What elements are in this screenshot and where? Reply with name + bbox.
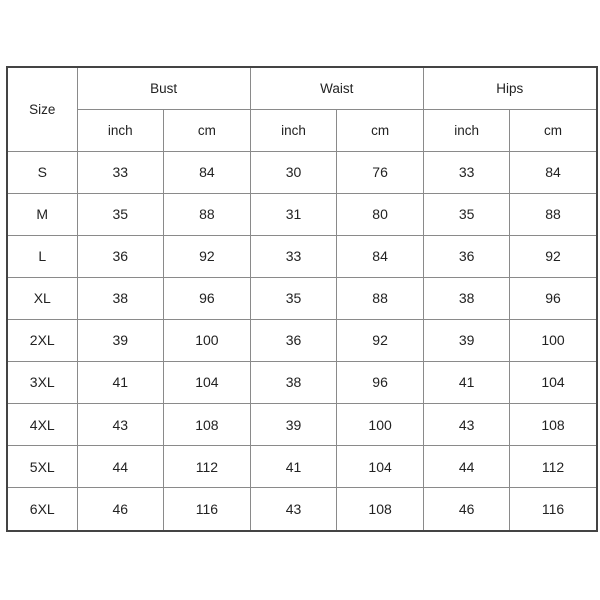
- table-cell: 35: [77, 193, 164, 235]
- table-cell: 96: [164, 277, 251, 319]
- table-cell: 39: [77, 319, 164, 361]
- table-row: [7, 446, 597, 488]
- table-cell: 46: [423, 488, 510, 531]
- table-cell: 104: [164, 361, 251, 403]
- table-cell: 88: [510, 193, 597, 235]
- size-label: 5XL: [7, 446, 77, 488]
- table-cell: 36: [250, 319, 337, 361]
- group-header-waist: Waist: [250, 67, 423, 109]
- table-row: [7, 488, 597, 531]
- table-cell: 43: [423, 403, 510, 445]
- table-cell: 112: [164, 446, 251, 488]
- table-row: [7, 403, 597, 445]
- table-cell: 116: [510, 488, 597, 531]
- table-row: [7, 361, 597, 403]
- table-cell: 84: [337, 235, 424, 277]
- table-cell: 76: [337, 151, 424, 193]
- table-cell: 88: [337, 277, 424, 319]
- table-cell: 36: [423, 235, 510, 277]
- unit-header: inch: [423, 109, 510, 151]
- table-cell: 43: [77, 403, 164, 445]
- size-table: [6, 66, 598, 532]
- unit-header: cm: [510, 109, 597, 151]
- table-cell: 35: [423, 193, 510, 235]
- group-header-hips: Hips: [423, 67, 596, 109]
- size-label: XL: [7, 277, 77, 319]
- size-label: 3XL: [7, 361, 77, 403]
- table-cell: 80: [337, 193, 424, 235]
- table-cell: 38: [77, 277, 164, 319]
- table-cell: 39: [250, 403, 337, 445]
- table-row: [7, 193, 597, 235]
- size-chart: [6, 66, 596, 532]
- table-cell: 100: [510, 319, 597, 361]
- table-cell: 108: [510, 403, 597, 445]
- table-cell: 35: [250, 277, 337, 319]
- table-cell: 41: [423, 361, 510, 403]
- group-header-bust: Bust: [77, 67, 250, 109]
- table-cell: 100: [164, 319, 251, 361]
- table-row: [7, 319, 597, 361]
- unit-header: inch: [250, 109, 337, 151]
- table-cell: 33: [77, 151, 164, 193]
- table-header: [7, 67, 597, 151]
- table-cell: 88: [164, 193, 251, 235]
- unit-header: cm: [164, 109, 251, 151]
- table-cell: 92: [510, 235, 597, 277]
- table-cell: 92: [164, 235, 251, 277]
- size-label: S: [7, 151, 77, 193]
- table-cell: 39: [423, 319, 510, 361]
- table-cell: 41: [250, 446, 337, 488]
- table-cell: 104: [337, 446, 424, 488]
- table-cell: 43: [250, 488, 337, 531]
- table-cell: 36: [77, 235, 164, 277]
- unit-header: inch: [77, 109, 164, 151]
- table-row: [7, 277, 597, 319]
- size-header: Size: [7, 67, 77, 151]
- table-cell: 84: [164, 151, 251, 193]
- table-cell: 108: [164, 403, 251, 445]
- table-cell: 116: [164, 488, 251, 531]
- table-row: [7, 151, 597, 193]
- table-cell: 112: [510, 446, 597, 488]
- table-cell: 104: [510, 361, 597, 403]
- table-row: [7, 235, 597, 277]
- size-label: 2XL: [7, 319, 77, 361]
- table-cell: 30: [250, 151, 337, 193]
- size-label: 6XL: [7, 488, 77, 531]
- table-cell: 100: [337, 403, 424, 445]
- table-cell: 44: [423, 446, 510, 488]
- table-cell: 38: [423, 277, 510, 319]
- table-cell: 84: [510, 151, 597, 193]
- table-body: [7, 151, 597, 531]
- table-cell: 33: [250, 235, 337, 277]
- size-label: 4XL: [7, 403, 77, 445]
- table-cell: 96: [510, 277, 597, 319]
- table-cell: 33: [423, 151, 510, 193]
- size-label: L: [7, 235, 77, 277]
- unit-header: cm: [337, 109, 424, 151]
- table-cell: 38: [250, 361, 337, 403]
- table-cell: 46: [77, 488, 164, 531]
- table-cell: 92: [337, 319, 424, 361]
- table-cell: 96: [337, 361, 424, 403]
- table-cell: 108: [337, 488, 424, 531]
- table-cell: 44: [77, 446, 164, 488]
- table-cell: 31: [250, 193, 337, 235]
- size-label: M: [7, 193, 77, 235]
- table-cell: 41: [77, 361, 164, 403]
